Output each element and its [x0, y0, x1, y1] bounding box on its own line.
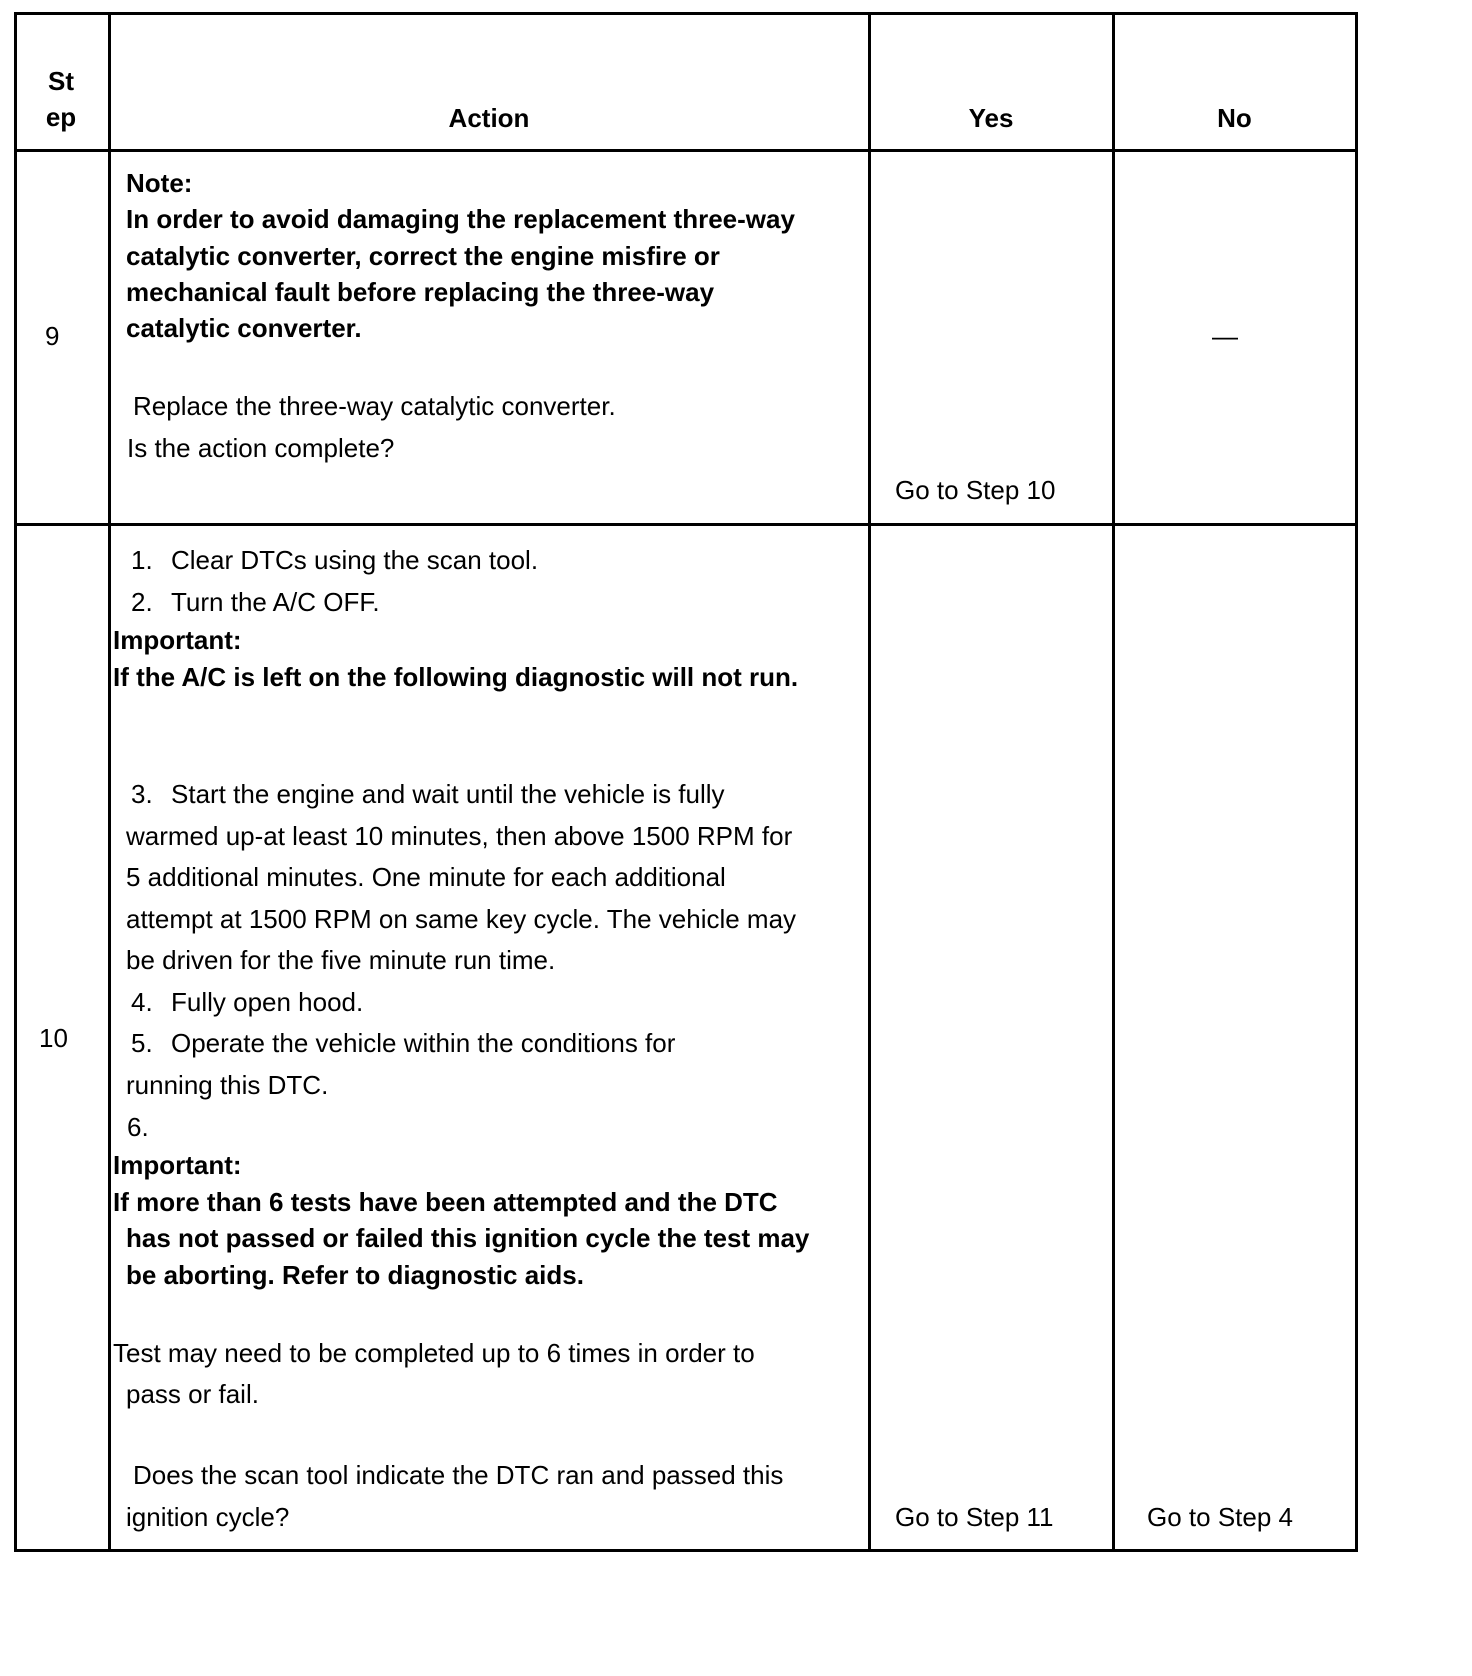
diagnostic-table [14, 12, 1358, 1552]
action-line: pass or fail. [126, 1379, 259, 1409]
item-number: 5. [131, 1028, 153, 1058]
no-result: — [1212, 321, 1238, 351]
table-border-right [1355, 12, 1358, 1552]
important-label: Important: [113, 625, 242, 655]
item-text: be driven for the five minute run time. [126, 945, 556, 975]
action-question: Is the action complete? [127, 433, 395, 463]
item-text: warmed up-at least 10 minutes, then above 1500 RPM for [126, 821, 793, 851]
action-question: ignition cycle? [126, 1502, 290, 1532]
important-text: If the A/C is left on the following diagnostic will not run. [113, 662, 799, 692]
no-result: Go to Step 4 [1147, 1502, 1293, 1532]
list-item [131, 545, 539, 575]
important-text: be aborting. Refer to diagnostic aids. [126, 1260, 584, 1290]
table-border-left [14, 12, 17, 1552]
item-number: 6. [127, 1112, 149, 1142]
item-number: 3. [131, 779, 153, 809]
yes-result: Go to Step 10 [895, 475, 1056, 505]
note-line: catalytic converter, correct the engine misfire or [126, 241, 720, 271]
table-border-top [14, 12, 1358, 15]
item-text: Turn the A/C OFF. [171, 587, 380, 617]
step-number: 9 [45, 321, 60, 351]
important-label: Important: [113, 1150, 242, 1180]
header-no: No [1217, 103, 1252, 133]
action-line: Replace the three-way catalytic converter. [133, 391, 616, 421]
header-action: Action [448, 103, 530, 133]
row-divider [14, 149, 1358, 152]
note-line: In order to avoid damaging the replacement three-way [126, 204, 795, 234]
item-text: Fully open hood. [171, 987, 364, 1017]
list-item [131, 587, 380, 617]
note-line: catalytic converter. [126, 313, 362, 343]
important-text: If more than 6 tests have been attempted and the DTC [113, 1187, 778, 1217]
step-number: 10 [39, 1023, 68, 1053]
note-label: Note: [126, 168, 193, 198]
item-text: Start the engine and wait until the vehicle is fully [171, 779, 725, 809]
item-number: 4. [131, 987, 153, 1017]
action-line: Test may need to be completed up to 6 times in order to [113, 1338, 755, 1368]
item-text: Clear DTCs using the scan tool. [171, 545, 539, 575]
table-border-bottom [14, 1549, 1358, 1552]
item-text: 5 additional minutes. One minute for each additional [126, 862, 726, 892]
column-divider [1112, 12, 1115, 1552]
item-text: running this DTC. [126, 1070, 329, 1100]
item-text: attempt at 1500 RPM on same key cycle. The vehicle may [126, 904, 797, 934]
item-text: Operate the vehicle within the conditions for [171, 1028, 676, 1058]
column-divider [108, 12, 111, 1552]
yes-result: Go to Step 11 [895, 1502, 1054, 1532]
header-yes: Yes [968, 103, 1014, 133]
item-number: 1. [131, 545, 153, 575]
note-line: mechanical fault before replacing the three-way [126, 277, 715, 307]
row-divider [14, 523, 1358, 526]
action-question: Does the scan tool indicate the DTC ran and passed this [133, 1460, 784, 1490]
column-divider [868, 12, 871, 1552]
important-text: has not passed or failed this ignition cycle the test may [126, 1223, 810, 1253]
header-step: St ep [45, 66, 77, 132]
item-number: 2. [131, 587, 153, 617]
